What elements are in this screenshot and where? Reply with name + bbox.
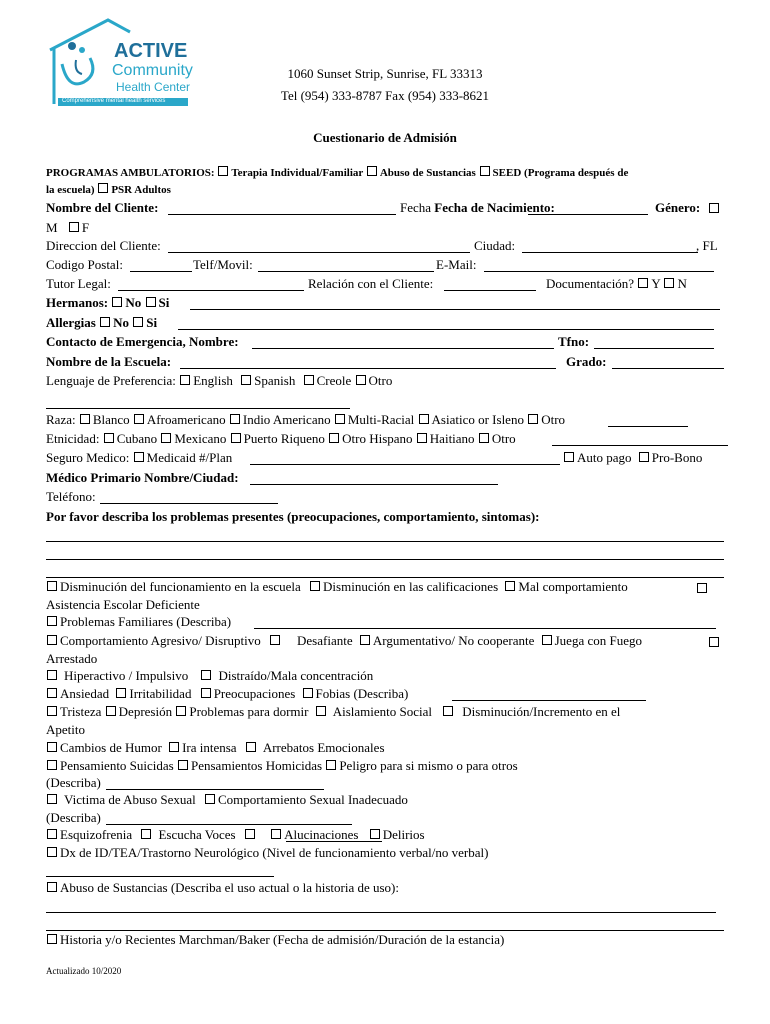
checkbox-otro-raza[interactable] [528, 414, 538, 424]
checkbox-arrebatos[interactable] [246, 742, 256, 752]
label-tfno: Tfno: [558, 334, 590, 349]
checkbox-arrestado[interactable] [709, 637, 719, 647]
delirios-label: Delirios [382, 827, 425, 842]
field-alucinaciones [286, 841, 382, 842]
checkbox-abuso-sexual[interactable] [47, 794, 57, 804]
checkbox-hermanos-si[interactable] [146, 297, 156, 307]
fobias-label: Fobias (Describa) [315, 686, 409, 701]
field-sustancias-1[interactable] [46, 912, 716, 913]
field-nombre[interactable] [168, 214, 396, 215]
label-telf: Telf/Movil: [193, 257, 253, 272]
label-raza: Raza: [46, 412, 76, 427]
hermanos-si-label: Si [158, 295, 170, 310]
checkbox-suicidas[interactable] [47, 760, 57, 770]
asistencia-label: Asistencia Escolar Deficiente [46, 597, 200, 612]
esquizofrenia-label: Esquizofrenia [60, 827, 133, 842]
otro-etn-label: Otro [491, 431, 516, 446]
pago-row [563, 450, 702, 466]
checkbox-marchman[interactable] [47, 934, 57, 944]
multi-label: Multi-Racial [347, 412, 415, 427]
checkbox-probono[interactable] [639, 452, 649, 462]
arrestado-label: Arrestado [46, 651, 98, 666]
label-medico: Médico Primario Nombre/Ciudad: [46, 470, 239, 485]
doc-n-label: N [677, 276, 687, 291]
puerto-label: Puerto Riqueno [243, 431, 325, 446]
checkbox-haitiano[interactable] [417, 433, 427, 443]
label-relacion: Relación con el Cliente: [308, 276, 434, 291]
checkbox-peligro[interactable] [326, 760, 336, 770]
program-psr-label: PSR Adultos [111, 184, 171, 196]
checkbox-comportamiento-sexual[interactable] [205, 794, 215, 804]
label-ciudad: Ciudad: [474, 238, 516, 253]
checkbox-mal-comportamiento[interactable] [505, 581, 515, 591]
checklist-row-12 [46, 880, 399, 896]
field-otro-raza[interactable] [608, 426, 688, 427]
checkbox-argumentativo[interactable] [360, 635, 370, 645]
mal-comportamiento-label: Mal comportamiento [518, 579, 628, 594]
checkbox-ansiedad[interactable] [47, 688, 57, 698]
checkbox-alucinaciones[interactable] [271, 829, 281, 839]
checkbox-tristeza[interactable] [47, 706, 57, 716]
otro-lang-label: Otro [368, 373, 393, 388]
checklist-row-9 [46, 792, 408, 808]
irritabilidad-label: Irritabilidad [129, 686, 192, 701]
afro-label: Afroamericano [146, 412, 226, 427]
logo-text-active: ACTIVE [114, 40, 188, 62]
field-familiares[interactable] [254, 628, 716, 629]
label-escuela: Nombre de la Escuela: [46, 354, 172, 369]
doc-y-label: Y [651, 276, 661, 291]
peligro-label: Peligro para si mismo o para otros [339, 758, 518, 773]
programs-row [46, 166, 628, 179]
clinic-phone: Tel (954) 333-8787 Fax (954) 333-8621 [280, 88, 490, 103]
field-fobias[interactable] [452, 700, 646, 701]
checklist-row-7 [46, 740, 385, 756]
field-grado[interactable] [612, 368, 724, 369]
probono-label: Pro-Bono [651, 450, 703, 465]
otro-raza-label: Otro [541, 412, 566, 427]
label-fl: , FL [696, 238, 718, 253]
label-contacto: Contacto de Emergencia, Nombre: [46, 334, 239, 349]
genero-m-label: M [46, 220, 58, 235]
label-grado: Grado: [566, 354, 607, 369]
checkbox-fuego[interactable] [542, 635, 552, 645]
field-relacion[interactable] [444, 290, 536, 291]
checkbox-disminucion-escuela[interactable] [47, 581, 57, 591]
abuso-sexual-label: Victima de Abuso Sexual [64, 792, 196, 807]
checkbox-alergias-no[interactable] [100, 317, 110, 327]
label-seguro: Seguro Medico: [46, 450, 130, 465]
checkbox-spanish[interactable] [241, 375, 251, 385]
checkbox-delirios[interactable] [370, 829, 380, 839]
tristeza-label: Tristeza [60, 704, 102, 719]
logo-tagline: Comprehensive mental health services [62, 98, 166, 104]
clinic-address: 1060 Sunset Strip, Sunrise, FL 33313 [287, 66, 483, 81]
checkbox-medicaid[interactable] [134, 452, 144, 462]
checkbox-asistencia[interactable] [697, 583, 707, 593]
checkbox-voces-extra[interactable] [245, 829, 255, 839]
desafiante-label: Desafiante [297, 633, 353, 648]
arrebatos-label: Arrebatos Emocionales [262, 740, 385, 755]
checkbox-homicidas[interactable] [178, 760, 188, 770]
field-contacto[interactable] [252, 348, 554, 349]
checkbox-terapia[interactable] [218, 166, 228, 176]
checkbox-sustancias[interactable] [47, 882, 57, 892]
checkbox-ira[interactable] [169, 742, 179, 752]
haitiano-label: Haitiano [429, 431, 475, 446]
checkbox-abuso[interactable] [367, 166, 377, 176]
checkbox-dormir[interactable] [176, 706, 186, 716]
checkbox-autopago[interactable] [564, 452, 574, 462]
label-email: E-Mail: [436, 257, 477, 272]
field-ciudad[interactable] [522, 252, 698, 253]
field-peligro[interactable] [106, 789, 324, 790]
checkbox-puerto[interactable] [231, 433, 241, 443]
hermanos-no-label: No [125, 295, 142, 310]
calificaciones-label: Disminución en las calificaciones [323, 579, 499, 594]
checkbox-doc-n[interactable] [664, 278, 674, 288]
label-etnicidad: Etnicidad: [46, 431, 100, 446]
field-sustancias-2[interactable] [46, 930, 724, 931]
lenguaje-row [46, 373, 392, 389]
field-fecha[interactable] [528, 214, 648, 215]
aislamiento-label: Aislamiento Social [332, 704, 433, 719]
checkbox-mexicano[interactable] [161, 433, 171, 443]
field-medico[interactable] [250, 484, 498, 485]
checkbox-f[interactable] [69, 222, 79, 232]
label-telefono: Teléfono: [46, 489, 96, 504]
voces-label: Escucha Voces [158, 827, 236, 842]
label-hermanos: Hermanos: [46, 295, 109, 310]
doc-row [546, 276, 687, 292]
medicaid-label: Medicaid #/Plan [146, 450, 233, 465]
checklist-row-11 [46, 845, 488, 861]
checklist-row-5 [46, 686, 408, 702]
checklist-row-8 [46, 758, 518, 774]
field-telefono[interactable] [100, 503, 278, 504]
field-email[interactable] [484, 271, 714, 272]
seguro-row [46, 450, 232, 466]
alergias-row [46, 315, 157, 331]
checkbox-preocupaciones[interactable] [201, 688, 211, 698]
spanish-label: Spanish [254, 373, 296, 388]
distraido-label: Distraído/Mala concentración [218, 668, 374, 683]
apetito-label-cont: Apetito [46, 722, 85, 737]
label-fecha: Fecha Fecha de Nacimiento: [400, 200, 555, 215]
hiperactivo-label: Hiperactivo / Impulsivo [64, 668, 189, 683]
checkbox-humor[interactable] [47, 742, 57, 752]
programs-row-2 [46, 183, 171, 196]
comportamiento-sexual-label: Comportamiento Sexual Inadecuado [217, 792, 408, 807]
apetito-label: Disminución/Incremento en el [462, 704, 621, 719]
alucinaciones-label: Alucinaciones [284, 827, 359, 842]
checkbox-multi[interactable] [335, 414, 345, 424]
checkbox-calificaciones[interactable] [310, 581, 320, 591]
checkbox-fobias[interactable] [303, 688, 313, 698]
dx-label: Dx de ID/TEA/Trastorno Neurológico (Nivel de funcionamiento verbal/no verbal) [60, 845, 489, 860]
label-problemas: Por favor describa los problemas presentes (preocupaciones, comportamiento, sintomas): [46, 509, 540, 524]
checkbox-alergias-si[interactable] [133, 317, 143, 327]
peligro-describa-label: (Describa) [46, 775, 101, 790]
checklist-row-13 [46, 932, 504, 948]
checkbox-voces[interactable] [141, 829, 151, 839]
field-problemas-2[interactable] [46, 559, 724, 560]
depresion-label: Depresión [118, 704, 173, 719]
alergias-no-label: No [113, 315, 129, 330]
checkbox-hermanos-no[interactable] [112, 297, 122, 307]
ansiedad-label: Ansiedad [60, 686, 110, 701]
field-sexual[interactable] [106, 824, 352, 825]
checkbox-familiares[interactable] [47, 616, 57, 626]
checkbox-genero[interactable] [709, 203, 719, 213]
field-dx[interactable] [46, 876, 274, 877]
checkbox-psr[interactable] [98, 183, 108, 193]
mexicano-label: Mexicano [174, 431, 227, 446]
field-telf[interactable] [258, 271, 434, 272]
suicidas-label: Pensamiento Suicidas [60, 758, 174, 773]
argumentativo-label: Argumentativo/ No cooperante [372, 633, 535, 648]
checklist-row-4 [46, 668, 373, 684]
programs-label: PROGRAMAS AMBULATORIOS: [46, 167, 215, 179]
field-tutor[interactable] [118, 290, 304, 291]
etnicidad-row [46, 431, 516, 447]
checkbox-otro-lang[interactable] [356, 375, 366, 385]
field-escuela[interactable] [180, 368, 556, 369]
checklist-row-1 [46, 579, 628, 595]
checkbox-apetito[interactable] [443, 706, 453, 716]
homicidas-label: Pensamientos Homicidas [191, 758, 323, 773]
cubano-label: Cubano [116, 431, 158, 446]
form-title: Cuestionario de Admisión [313, 130, 457, 145]
preocupaciones-label: Preocupaciones [213, 686, 296, 701]
disminucion-escuela-label: Disminución del funcionamiento en la escuela [60, 579, 301, 594]
genero-options [46, 220, 89, 236]
checkbox-indio[interactable] [230, 414, 240, 424]
footer-updated: Actualizado 10/2020 [46, 966, 122, 976]
checkbox-otro-etn[interactable] [479, 433, 489, 443]
label-doc: Documentación? [546, 276, 635, 291]
checkbox-otro-hispano[interactable] [329, 433, 339, 443]
field-medicaid[interactable] [250, 464, 560, 465]
checkbox-doc-y[interactable] [638, 278, 648, 288]
fuego-label: Juega con Fuego [554, 633, 642, 648]
checkbox-afro[interactable] [134, 414, 144, 424]
field-problemas-3[interactable] [46, 577, 724, 578]
checkbox-agresivo[interactable] [47, 635, 57, 645]
field-otro-lang[interactable] [46, 408, 350, 409]
autopago-label: Auto pago [577, 450, 632, 465]
familiares-label: Problemas Familiares (Describa) [60, 614, 232, 629]
checkbox-aislamiento[interactable] [316, 706, 326, 716]
creole-label: Creole [316, 373, 352, 388]
checklist-row-3 [46, 633, 642, 649]
label-lenguaje: Lenguaje de Preferencia: [46, 373, 176, 388]
logo-text-community: Community [112, 62, 193, 79]
agresivo-label: Comportamiento Agresivo/ Disruptivo [60, 633, 261, 648]
field-otro-etn[interactable] [552, 445, 728, 446]
field-tfno[interactable] [594, 348, 714, 349]
checkbox-asiatico[interactable] [419, 414, 429, 424]
checkbox-seed[interactable] [480, 166, 490, 176]
checkbox-dx[interactable] [47, 847, 57, 857]
otro-hispano-label: Otro Hispano [342, 431, 413, 446]
checkbox-blanco[interactable] [80, 414, 90, 424]
logo-text-health: Health Center [116, 80, 191, 94]
checkbox-hiperactivo[interactable] [47, 670, 57, 680]
checklist-row-2 [46, 614, 231, 630]
asiatico-label: Asiatico or Isleno [431, 412, 524, 427]
blanco-label: Blanco [92, 412, 130, 427]
humor-label: Cambios de Humor [60, 740, 162, 755]
checkbox-cubano[interactable] [104, 433, 114, 443]
genero-f-label: F [81, 220, 90, 235]
raza-row [46, 412, 565, 428]
alergias-si-label: Si [146, 315, 158, 330]
program-seed-label-cont: la escuela) [46, 184, 95, 196]
label-direccion: Direccion del Cliente: [46, 238, 161, 253]
checkbox-english[interactable] [180, 375, 190, 385]
marchman-label: Historia y/o Recientes Marchman/Baker (Fecha de admisión/Duración de la estancia) [60, 932, 505, 947]
checkbox-depresion[interactable] [106, 706, 116, 716]
ira-label: Ira intensa [182, 740, 237, 755]
english-label: English [193, 373, 233, 388]
hermanos-row [46, 295, 169, 311]
checkbox-irritabilidad[interactable] [116, 688, 126, 698]
field-problemas-1[interactable] [46, 541, 724, 542]
field-hermanos[interactable] [190, 309, 720, 310]
sexual-describa-label: (Describa) [46, 810, 101, 825]
label-nombre: Nombre del Cliente: [46, 200, 159, 215]
program-seed-label: SEED (Programa después de [492, 167, 629, 179]
program-terapia-label: Terapia Individual/Familiar [231, 167, 364, 179]
checkbox-creole[interactable] [304, 375, 314, 385]
label-tutor: Tutor Legal: [46, 276, 111, 291]
sustancias-label: Abuso de Sustancias (Describa el uso actual o la historia de uso): [60, 880, 399, 895]
field-direccion[interactable] [168, 252, 470, 253]
field-alergias[interactable] [178, 329, 714, 330]
checklist-row-6 [46, 704, 620, 720]
field-codigo[interactable] [130, 271, 192, 272]
checkbox-distraido[interactable] [201, 670, 211, 680]
checkbox-desafiante[interactable] [270, 635, 280, 645]
checkbox-esquizofrenia[interactable] [47, 829, 57, 839]
label-codigo: Codigo Postal: [46, 257, 123, 272]
label-genero: Género: [655, 200, 701, 215]
dormir-label: Problemas para dormir [189, 704, 309, 719]
program-abuso-label: Abuso de Sustancias [379, 167, 476, 179]
label-alergias: Allergias [46, 315, 96, 330]
indio-label: Indio Americano [242, 412, 331, 427]
